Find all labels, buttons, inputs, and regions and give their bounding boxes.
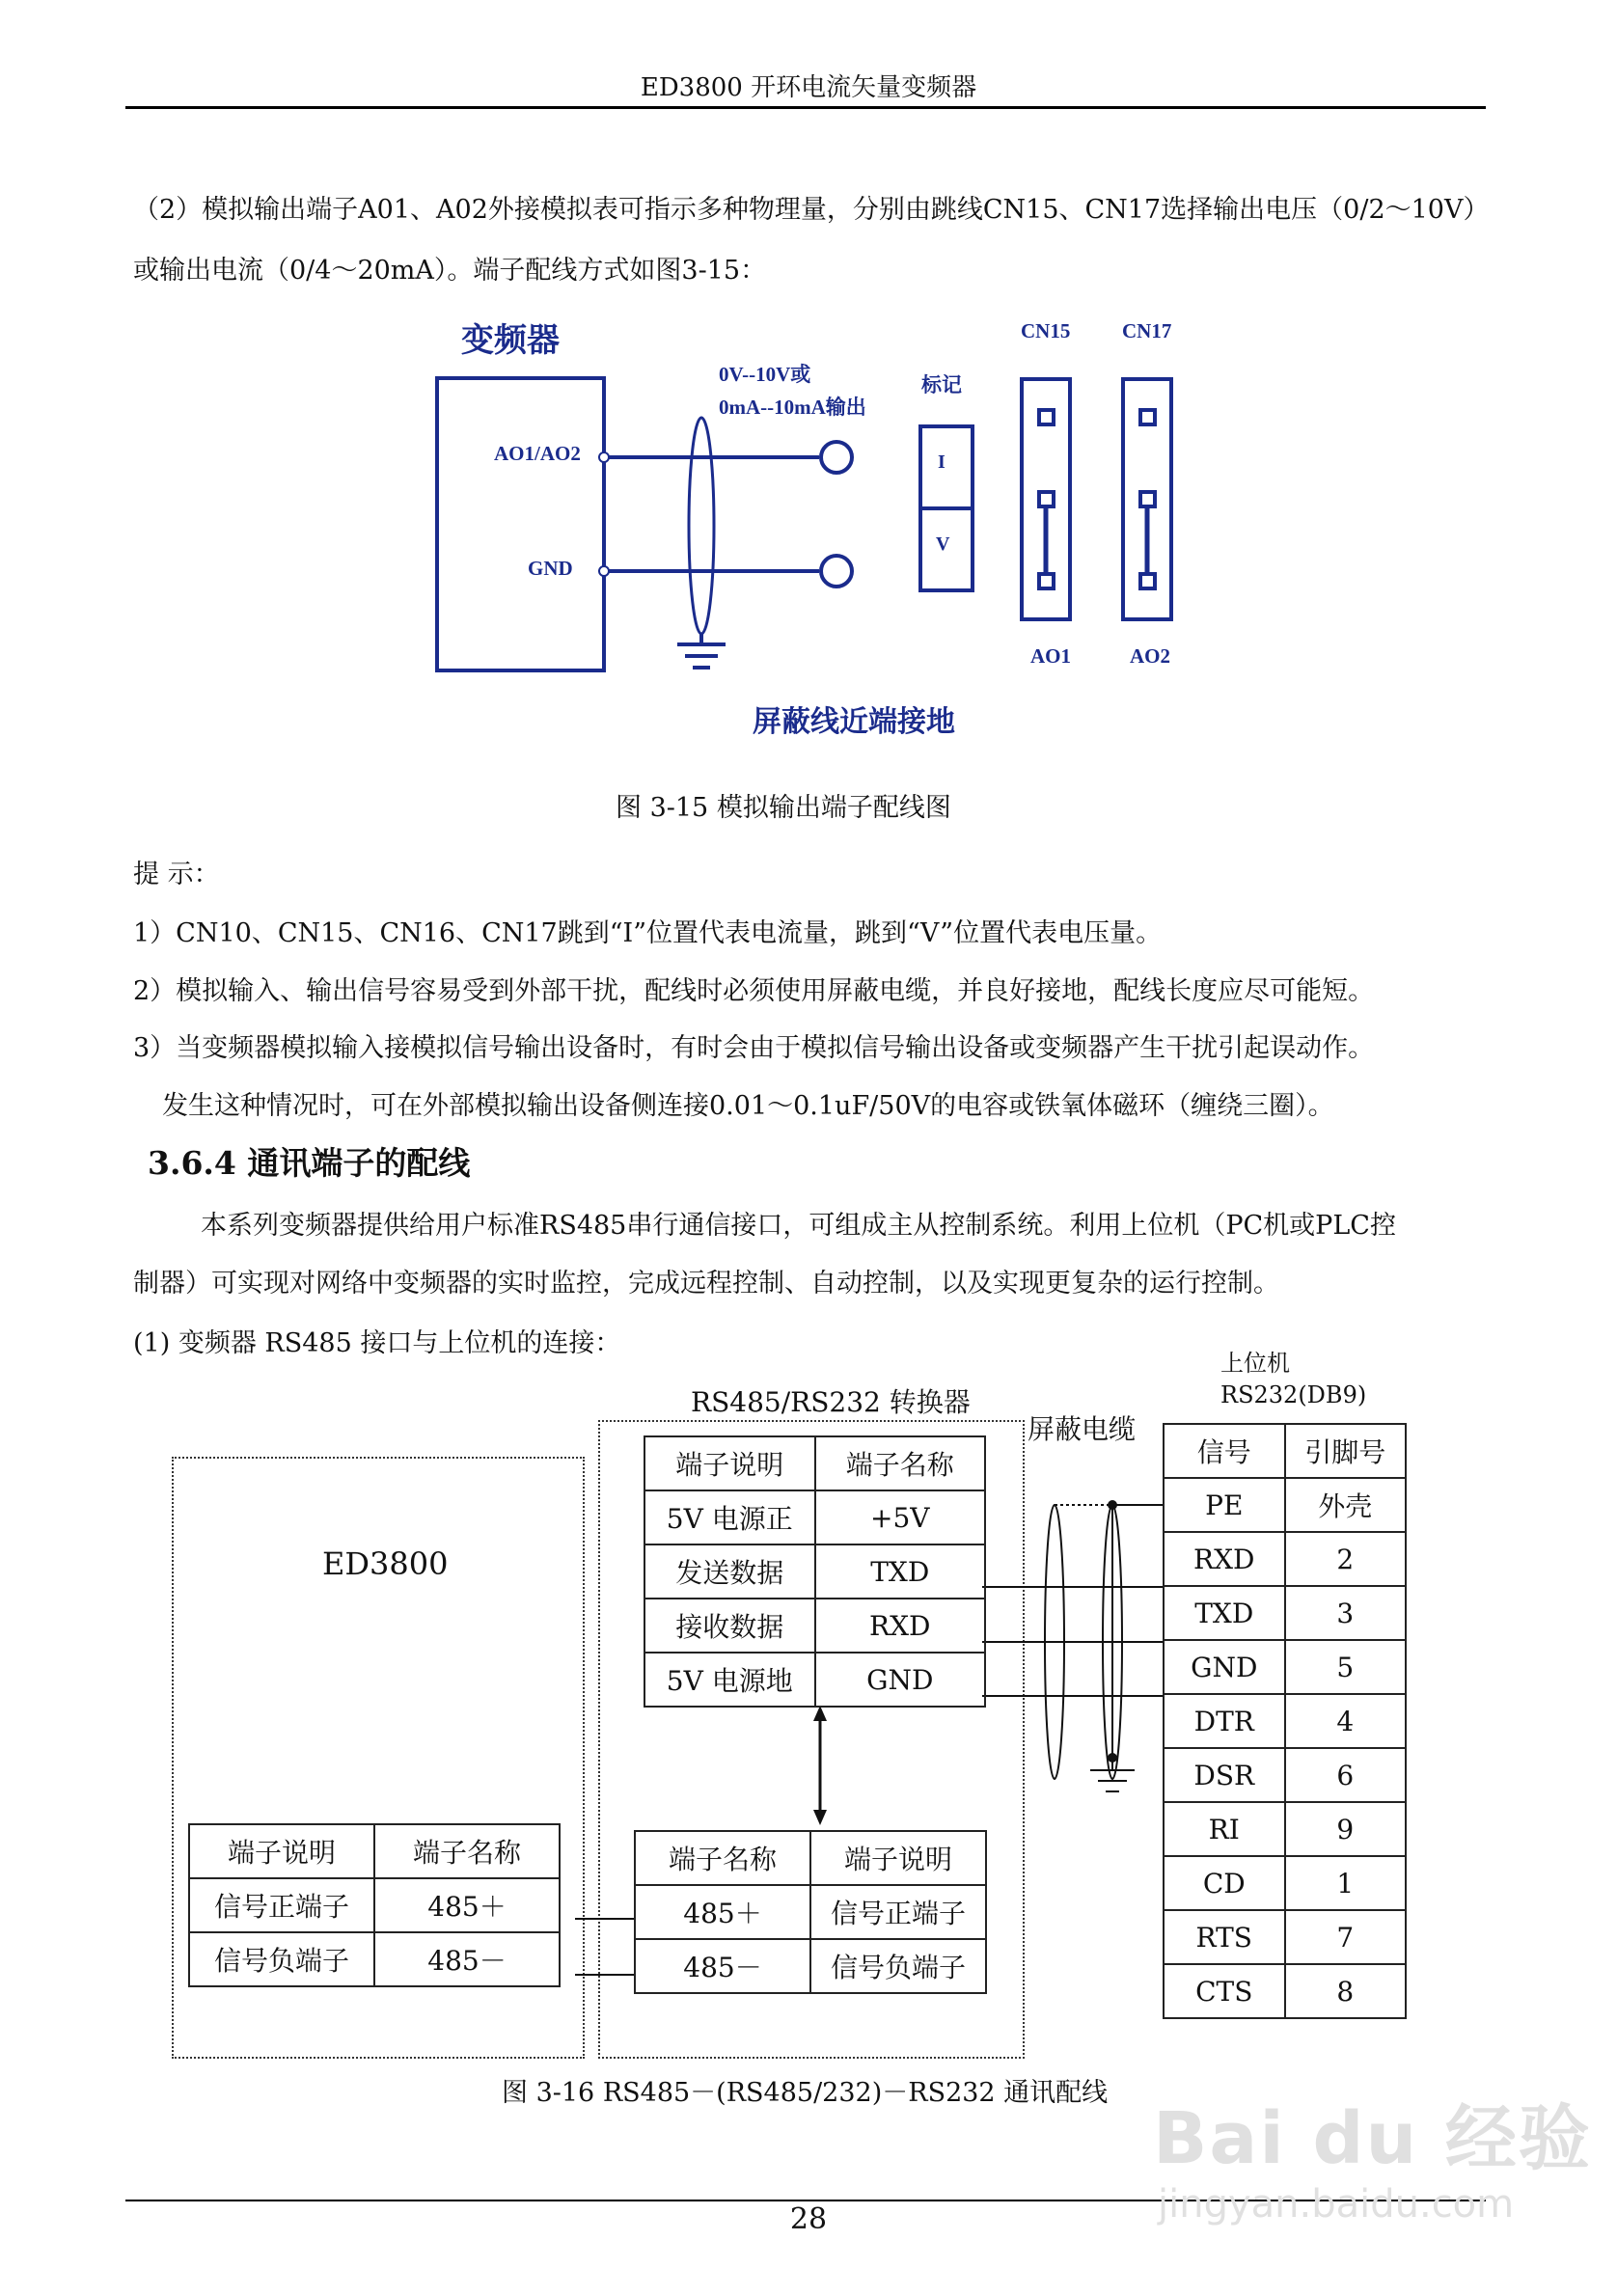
table-row — [644, 1490, 985, 1544]
table-row — [1164, 1802, 1406, 1856]
table-header: 端子名称 — [635, 1831, 810, 1885]
table-header-row — [1164, 1424, 1406, 1478]
host-db9-table — [1163, 1423, 1407, 2019]
fig15-output-note-1: 0V--10V或 — [719, 363, 811, 386]
page-header-title: ED3800 开环电流矢量变频器 — [640, 73, 977, 102]
page-number: 28 — [789, 2202, 828, 2236]
fig15-wiring-diagram — [0, 0, 1617, 772]
table-row — [644, 1544, 985, 1599]
intro-line-2: 或输出电流（0/4～20mA）。端子配线方式如图3-15： — [133, 256, 767, 286]
table-cell: GND — [815, 1653, 986, 1707]
table-cell: RXD — [1164, 1532, 1285, 1586]
fig15-caption: 图 3-15 模拟输出端子配线图 — [616, 793, 951, 823]
table-header: 端子说明 — [810, 1831, 986, 1885]
table-cell: 接收数据 — [644, 1599, 815, 1653]
section-heading: 3.6.4 通讯端子的配线 — [148, 1144, 471, 1182]
tip-item-3-cont: 发生这种情况时，可在外部模拟输出设备侧连接0.01～0.1uF/50V的电容或铁氧体磁环（缠绕三圈）。 — [162, 1091, 1334, 1121]
table-row — [635, 1885, 986, 1939]
fig15-output-note-2: 0mA--10mA输出 — [719, 396, 866, 419]
table-header: 端子说明 — [189, 1824, 374, 1878]
table-cell: +5V — [815, 1490, 986, 1544]
tips-title: 提 示： — [133, 860, 220, 889]
table-cell: 信号负端子 — [810, 1939, 986, 1993]
table-cell: 7 — [1285, 1910, 1407, 1964]
table-cell: 485＋ — [635, 1885, 810, 1939]
converter-ttl-table — [644, 1435, 986, 1708]
table-cell: 485＋ — [374, 1878, 560, 1932]
table-cell: 485－ — [635, 1939, 810, 1993]
table-cell: RI — [1164, 1802, 1285, 1856]
table-header: 端子名称 — [374, 1824, 560, 1878]
fig15-mark-i: I — [938, 451, 946, 473]
fig16-host-label-2: RS232(DB9) — [1220, 1381, 1367, 1408]
section-para-1: 本系列变频器提供给用户标准RS485串行通信接口，可组成主从控制系统。利用上位机（PC机或PLC控 — [201, 1211, 1396, 1241]
table-row — [1164, 1910, 1406, 1964]
table-row — [1164, 1478, 1406, 1532]
fig15-ao2-label: AO2 — [1130, 644, 1170, 668]
table-cell: 5 — [1285, 1640, 1407, 1694]
table-cell: 信号负端子 — [189, 1932, 374, 1986]
table-cell: GND — [1164, 1640, 1285, 1694]
device-485-table — [188, 1823, 561, 1987]
section-subheading: (1) 变频器 RS485 接口与上位机的连接： — [133, 1328, 621, 1358]
table-cell: 5V 电源正 — [644, 1490, 815, 1544]
baidu-watermark-url: jingyan.baidu.com — [1158, 2182, 1515, 2227]
table-row — [1164, 1694, 1406, 1748]
gnd-terminal-icon — [821, 556, 852, 587]
table-row — [1164, 1856, 1406, 1910]
baidu-watermark-logo: Bai du 经验 — [1153, 2097, 1592, 2180]
table-cell: PE — [1164, 1478, 1285, 1532]
table-cell: TXD — [815, 1544, 986, 1599]
table-row — [644, 1599, 985, 1653]
fig15-mark-label: 标记 — [921, 373, 962, 396]
fig15-converter-label: 变频器 — [461, 323, 560, 359]
table-header: 信号 — [1164, 1424, 1285, 1478]
fig16-host-label-1: 上位机 — [1220, 1350, 1290, 1377]
table-cell: DSR — [1164, 1748, 1285, 1802]
device-name: ED3800 — [322, 1545, 449, 1582]
fig15-shield-note: 屏蔽线近端接地 — [753, 706, 955, 738]
fig16-caption: 图 3-16 RS485－(RS485/232)－RS232 通讯配线 — [502, 2078, 1109, 2108]
table-row — [189, 1932, 560, 1986]
fig15-cn17-label: CN17 — [1122, 319, 1172, 342]
tip-item-1: 1）CN10、CN15、CN16、CN17跳到“I”位置代表电流量，跳到“V”位置代表电压量。 — [133, 918, 1163, 948]
table-cell: 1 — [1285, 1856, 1407, 1910]
tip-item-3: 3）当变频器模拟输入接模拟信号输出设备时，有时会由于模拟信号输出设备或变频器产生干扰引起误动作。 — [133, 1033, 1375, 1063]
table-cell: 485－ — [374, 1932, 560, 1986]
fig15-gnd-terminal: GND — [528, 557, 573, 580]
table-cell: 3 — [1285, 1586, 1407, 1640]
table-header-row — [644, 1436, 985, 1490]
table-row — [635, 1939, 986, 1993]
table-cell: 外壳 — [1285, 1478, 1407, 1532]
fig15-mark-v: V — [936, 533, 950, 555]
table-cell: 2 — [1285, 1532, 1407, 1586]
table-header: 引脚号 — [1285, 1424, 1407, 1478]
table-row — [1164, 1640, 1406, 1694]
table-header: 端子名称 — [815, 1436, 986, 1490]
table-cell: 信号正端子 — [189, 1878, 374, 1932]
table-cell: 5V 电源地 — [644, 1653, 815, 1707]
fig16-shield-cable-label: 屏蔽电缆 — [1028, 1413, 1137, 1445]
table-cell: TXD — [1164, 1586, 1285, 1640]
table-cell: 9 — [1285, 1802, 1407, 1856]
intro-line-1: （2）模拟输出端子A01、A02外接模拟表可指示多种物理量，分别由跳线CN15、CN17选择输出电压（0/2～10V） — [133, 195, 1490, 225]
fig15-cn15-label: CN15 — [1021, 319, 1071, 342]
table-header-row — [189, 1824, 560, 1878]
table-cell: CD — [1164, 1856, 1285, 1910]
table-cell: RXD — [815, 1599, 986, 1653]
tip-item-2: 2）模拟输入、输出信号容易受到外部干扰，配线时必须使用屏蔽电缆，并良好接地，配线长度应尽可能短。 — [133, 976, 1375, 1006]
ao-terminal-icon — [821, 442, 852, 473]
converter-box — [437, 378, 604, 670]
table-cell: RTS — [1164, 1910, 1285, 1964]
table-cell: 发送数据 — [644, 1544, 815, 1599]
table-cell: 6 — [1285, 1748, 1407, 1802]
table-cell: 4 — [1285, 1694, 1407, 1748]
fig15-ao1-label: AO1 — [1030, 644, 1071, 668]
table-header: 端子说明 — [644, 1436, 815, 1490]
table-row — [1164, 1964, 1406, 2018]
table-cell: 8 — [1285, 1964, 1407, 2018]
table-cell: CTS — [1164, 1964, 1285, 2018]
fig15-ao-terminal: AO1/AO2 — [494, 442, 581, 465]
table-row — [1164, 1748, 1406, 1802]
table-cell: DTR — [1164, 1694, 1285, 1748]
table-row — [644, 1653, 985, 1707]
shield-sleeve — [689, 418, 714, 634]
table-row — [1164, 1586, 1406, 1640]
table-header-row — [635, 1831, 986, 1885]
table-row — [1164, 1532, 1406, 1586]
table-row — [189, 1878, 560, 1932]
table-cell: 信号正端子 — [810, 1885, 986, 1939]
section-para-2: 制器）可实现对网络中变频器的实时监控，完成远程控制、自动控制，以及实现更复杂的运行控制。 — [133, 1269, 1279, 1298]
converter-485-table — [634, 1830, 987, 1994]
fig16-converter-title: RS485/RS232 转换器 — [691, 1386, 971, 1418]
